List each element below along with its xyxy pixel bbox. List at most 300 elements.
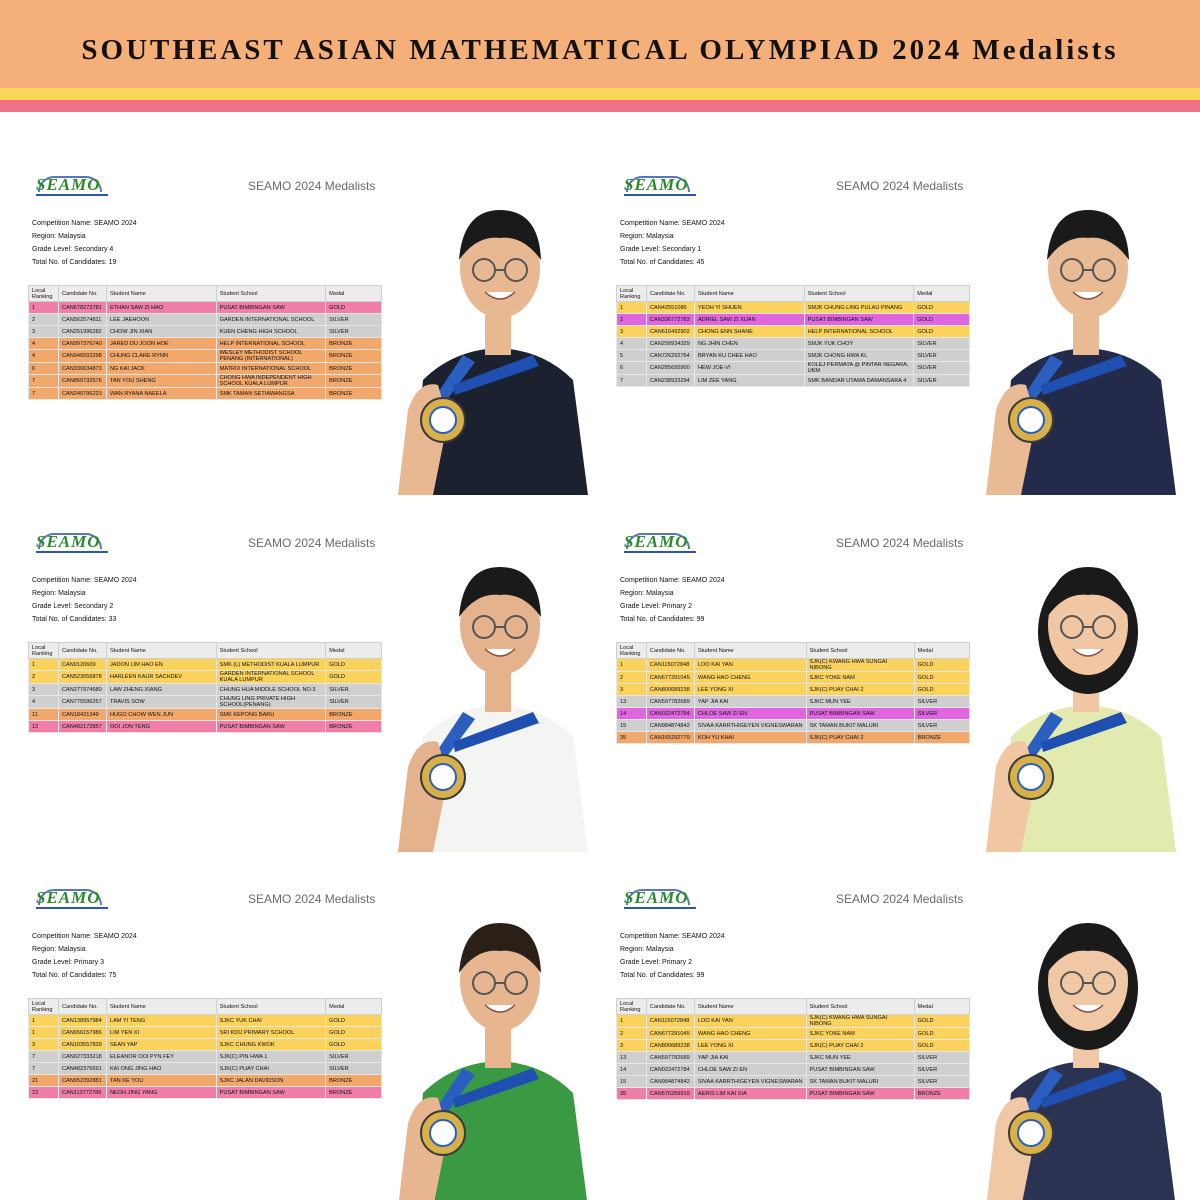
- detail-line: Grade Level: Secondary 4: [32, 246, 114, 253]
- table-cell: GOLD: [326, 1015, 382, 1027]
- logo-underline: [36, 194, 108, 196]
- table-cell: CAN165292779: [646, 732, 694, 744]
- medalist-panel: [28, 165, 603, 495]
- column-header: Local Ranking: [617, 999, 647, 1015]
- table-cell: CAN115072848: [646, 1015, 694, 1028]
- table-cell: CAN022472784: [646, 708, 694, 720]
- table-cell: 3: [617, 326, 647, 338]
- table-header: [29, 999, 382, 1015]
- panel-heading: SEAMO 2024 Medalists: [836, 892, 964, 906]
- column-header: Medal: [326, 643, 382, 659]
- table-cell: CHLOE SAW ZI EN: [694, 708, 806, 720]
- table-cell: BRONZE: [326, 1087, 382, 1099]
- table-cell: KUEN CHENG HIGH SCHOOL: [216, 326, 326, 338]
- table-row: [617, 362, 970, 375]
- table-cell: KAI ONG JING HAO: [106, 1063, 216, 1075]
- table-cell: CAN677291045: [646, 1028, 694, 1040]
- table-cell: WANG HAO CHENG: [694, 1028, 806, 1040]
- table-cell: CAN775596267: [58, 696, 106, 709]
- column-header: Medal: [914, 999, 969, 1015]
- table-cell: 15: [617, 1076, 647, 1088]
- column-header: Local Ranking: [29, 643, 59, 659]
- table-cell: NG JHIN CHEN: [694, 338, 804, 350]
- seamo-logo: [36, 175, 106, 201]
- medalist-photo: [981, 180, 1191, 495]
- column-header: Student School: [216, 286, 326, 302]
- column-header: Student Name: [694, 643, 806, 659]
- table-cell: LEE JAEHOON: [106, 314, 216, 326]
- table-cell: BRONZE: [326, 338, 382, 350]
- table-row: [29, 363, 382, 375]
- table-cell: JADON LIM HAO EN: [106, 659, 216, 671]
- detail-line: Competition Name: SEAMO 2024: [32, 933, 137, 940]
- student-illustration: [393, 537, 603, 852]
- table-cell: CAN984874842: [646, 1076, 694, 1088]
- table-cell: LAM YI TENG: [106, 1015, 216, 1027]
- table-row: [617, 375, 970, 387]
- table-row: [617, 338, 970, 350]
- table-cell: 2: [617, 672, 647, 684]
- table-cell: SILVER: [914, 1064, 969, 1076]
- detail-line: Total No. of Candidates: 99: [620, 616, 705, 623]
- table-cell: GOLD: [914, 1015, 969, 1028]
- table-cell: LOO KAI YAN: [694, 659, 806, 672]
- detail-line: Region: Malaysia: [620, 233, 674, 240]
- logo-underline: [624, 907, 696, 909]
- detail-line: Competition Name: SEAMO 2024: [620, 933, 725, 940]
- table-cell: SILVER: [326, 326, 382, 338]
- table-row: [29, 671, 382, 684]
- column-header: Medal: [914, 286, 970, 302]
- student-illustration: [393, 893, 603, 1200]
- table-cell: CAN330634873: [58, 363, 106, 375]
- table-cell: CAN42551086: [646, 302, 694, 314]
- neck: [485, 672, 511, 712]
- student-illustration: [393, 180, 603, 495]
- table-cell: YEOH YI SHUEN: [694, 302, 804, 314]
- table-cell: GOLD: [914, 659, 969, 672]
- table-cell: SJKC MUN YEE: [806, 696, 914, 708]
- table-cell: CAN251996282: [58, 326, 106, 338]
- seamo-logo: [624, 175, 694, 201]
- table-cell: SMK (L) METHODIST KUALA LUMPUR: [216, 659, 326, 671]
- column-header: Candidate No.: [646, 999, 694, 1015]
- table-row: [617, 1076, 970, 1088]
- table-cell: CHOW JIN XIAN: [106, 326, 216, 338]
- table-cell: CAN597782689: [646, 1052, 694, 1064]
- table-row: [29, 302, 382, 314]
- medal-center: [1018, 1120, 1044, 1146]
- table-cell: HELP INTERNATIONAL SCHOOL: [216, 338, 326, 350]
- table-row: [29, 1087, 382, 1099]
- table-cell: SILVER: [914, 720, 969, 732]
- column-header: Student School: [804, 286, 914, 302]
- table-cell: NG KAI JACK: [106, 363, 216, 375]
- table-cell: 12: [29, 721, 59, 733]
- table-cell: SJK(C) PIN HWA 1: [216, 1051, 325, 1063]
- table-cell: 5: [617, 350, 647, 362]
- table-cell: CHUNG CLARE RYNN: [106, 350, 216, 363]
- table-cell: PUSAT BIMBINGAN SAW: [806, 1064, 914, 1076]
- table-cell: GOLD: [326, 1027, 382, 1039]
- panel-heading: SEAMO 2024 Medalists: [248, 536, 376, 550]
- table-cell: GOLD: [914, 672, 969, 684]
- seamo-logo: [36, 888, 106, 914]
- table-cell: SK TAMAN BUKIT MALURI: [806, 1076, 914, 1088]
- table-cell: CAN482376691: [58, 1063, 106, 1075]
- detail-line: Grade Level: Secondary 1: [620, 246, 702, 253]
- column-header: Medal: [326, 999, 382, 1015]
- table-cell: 7: [617, 375, 647, 387]
- table-cell: CAN997376740: [58, 338, 106, 350]
- table-row: [617, 1040, 970, 1052]
- table-cell: 4: [617, 338, 647, 350]
- logo-underline: [624, 551, 696, 553]
- column-header: Local Ranking: [29, 286, 59, 302]
- detail-line: Competition Name: SEAMO 2024: [620, 577, 725, 584]
- table-cell: BRONZE: [326, 388, 382, 400]
- table-cell: SJK(C) PUAY CHAI 2: [806, 732, 914, 744]
- detail-line: Competition Name: SEAMO 2024: [32, 220, 137, 227]
- table-row: [29, 1075, 382, 1087]
- table-row: [617, 708, 970, 720]
- table-cell: 4: [29, 350, 59, 363]
- table-row: [29, 326, 382, 338]
- table-cell: BRONZE: [326, 721, 382, 733]
- table-cell: CAN18431349: [58, 709, 106, 721]
- neck: [485, 1028, 511, 1068]
- table-cell: 1: [29, 1015, 59, 1027]
- medalist-panel: [616, 522, 1191, 852]
- table-cell: BRONZE: [326, 709, 382, 721]
- table-cell: 1: [617, 302, 647, 314]
- table-row: [29, 696, 382, 709]
- medalist-photo: [981, 893, 1191, 1200]
- table-cell: SJKC JALAN DAVIDSON: [216, 1075, 325, 1087]
- medalist-panel: [616, 878, 1191, 1200]
- table-cell: GOLD: [326, 671, 382, 684]
- table-cell: 3: [29, 326, 59, 338]
- table-cell: 3: [617, 684, 647, 696]
- table-row: [29, 338, 382, 350]
- column-header: Medal: [326, 286, 382, 302]
- table-cell: SJK(C) PUAY CHAI 2: [806, 1040, 914, 1052]
- medalist-table: [616, 642, 970, 744]
- detail-line: Region: Malaysia: [32, 233, 86, 240]
- medalist-photo: [981, 537, 1191, 852]
- column-header: Student School: [806, 999, 914, 1015]
- table-cell: GOLD: [914, 1028, 969, 1040]
- table-row: [29, 1063, 382, 1075]
- column-header: Candidate No.: [646, 286, 694, 302]
- detail-line: Region: Malaysia: [32, 590, 86, 597]
- panel-heading: SEAMO 2024 Medalists: [248, 179, 376, 193]
- table-cell: GOLD: [326, 659, 382, 671]
- detail-line: Total No. of Candidates: 75: [32, 972, 117, 979]
- table-cell: LIM ZEE YANG: [694, 375, 804, 387]
- table-cell: GARDEN INTERNATIONAL SCHOOL: [216, 314, 326, 326]
- column-header: Candidate No.: [58, 643, 106, 659]
- table-cell: CAN285695900: [646, 362, 694, 375]
- table-cell: SJKC YOKE NAM: [806, 672, 914, 684]
- table-cell: CAN238933294: [646, 375, 694, 387]
- table-cell: 7: [29, 1063, 59, 1075]
- table-cell: CAN103557839: [58, 1039, 106, 1051]
- table-cell: CAN482172857: [58, 721, 106, 733]
- competition-details: [32, 217, 137, 269]
- table-row: [29, 388, 382, 400]
- table-cell: CAN726292764: [646, 350, 694, 362]
- table-cell: 6: [29, 363, 59, 375]
- table-cell: 21: [29, 1075, 59, 1087]
- table-row: [29, 1039, 382, 1051]
- table-row: [617, 1052, 970, 1064]
- logo-text: SEAMO: [36, 532, 101, 551]
- table-header: [29, 643, 382, 659]
- detail-line: Total No. of Candidates: 33: [32, 616, 117, 623]
- table-cell: 1: [29, 302, 59, 314]
- table-cell: 3: [29, 684, 59, 696]
- table-row: [617, 732, 970, 744]
- header-banner: [0, 0, 1200, 88]
- table-cell: CHUNG LING PRIVATE HIGH SCHOOL(PENANG): [216, 696, 326, 709]
- column-header: Local Ranking: [617, 643, 647, 659]
- column-header: Student School: [806, 643, 914, 659]
- yellow-stripe: [0, 88, 1200, 100]
- table-row: [29, 375, 382, 388]
- table-cell: 4: [29, 696, 59, 709]
- table-cell: YAP JIA KAI: [694, 1052, 806, 1064]
- table-cell: CAN800689238: [646, 1040, 694, 1052]
- detail-line: Total No. of Candidates: 99: [620, 972, 705, 979]
- table-cell: 14: [617, 708, 647, 720]
- table-row: [29, 709, 382, 721]
- detail-line: Grade Level: Secondary 2: [32, 603, 114, 610]
- table-cell: 3: [617, 1040, 647, 1052]
- table-cell: CAN656157986: [58, 1027, 106, 1039]
- table-cell: 2: [29, 314, 59, 326]
- detail-line: Grade Level: Primary 2: [620, 603, 692, 610]
- medalist-photo: [393, 180, 603, 495]
- table-cell: SEAN YAP: [106, 1039, 216, 1051]
- table-cell: SILVER: [914, 362, 970, 375]
- table-cell: SMK TAMAN SETIAWANGSA: [216, 388, 326, 400]
- medalist-table: [28, 285, 382, 400]
- table-cell: 35: [617, 732, 647, 744]
- table-cell: LIM YEN XI: [106, 1027, 216, 1039]
- table-cell: CAN860732576: [58, 375, 106, 388]
- table-cell: PUSAT BIMBINGAN SAW: [806, 1088, 914, 1100]
- table-cell: SMJK YUK CHOY: [804, 338, 914, 350]
- table-cell: CAN946592298: [58, 350, 106, 363]
- table-cell: BRONZE: [914, 732, 969, 744]
- table-cell: 1: [617, 659, 647, 672]
- table-cell: GOLD: [326, 1039, 382, 1051]
- table-row: [617, 302, 970, 314]
- table-cell: MATRIX INTERNATIONAL SCHOOL: [216, 363, 326, 375]
- table-cell: KOH YU KHAI: [694, 732, 806, 744]
- table-cell: LEE YONG XI: [694, 684, 806, 696]
- detail-line: Region: Malaysia: [620, 946, 674, 953]
- table-cell: GOLD: [914, 326, 970, 338]
- table-cell: CHONG ENN SHANE: [694, 326, 804, 338]
- competition-details: [32, 930, 137, 982]
- table-cell: 15: [617, 720, 647, 732]
- table-cell: SILVER: [326, 314, 382, 326]
- logo-text: SEAMO: [624, 175, 689, 194]
- table-cell: GOLD: [914, 1040, 969, 1052]
- neck: [1073, 315, 1099, 355]
- table-cell: 6: [617, 362, 647, 375]
- table-cell: SMK BANDAR UTAMA DAMANSARA 4: [804, 375, 914, 387]
- table-cell: SILVER: [326, 1063, 382, 1075]
- table-cell: 13: [617, 696, 647, 708]
- table-cell: 2: [617, 314, 647, 326]
- panel-heading: SEAMO 2024 Medalists: [248, 892, 376, 906]
- table-cell: HARLEEN KAUR SACHDEV: [106, 671, 216, 684]
- table-cell: 7: [29, 388, 59, 400]
- table-cell: OOI JON TENG: [106, 721, 216, 733]
- table-row: [617, 326, 970, 338]
- table-cell: CAN027333218: [58, 1051, 106, 1063]
- table-cell: 35: [617, 1088, 647, 1100]
- column-header: Student Name: [106, 643, 216, 659]
- table-row: [29, 684, 382, 696]
- table-cell: PUSAT BIMBINGAN SAW: [216, 302, 326, 314]
- logo-text: SEAMO: [624, 888, 689, 907]
- table-cell: CAN299934329: [646, 338, 694, 350]
- table-cell: JARED DU JOON HOE: [106, 338, 216, 350]
- competition-details: [32, 574, 137, 626]
- column-header: Local Ranking: [617, 286, 647, 302]
- table-cell: 22: [29, 1087, 59, 1099]
- logo-underline: [36, 907, 108, 909]
- table-row: [617, 1015, 970, 1028]
- table-cell: SJK(C) PUAY CHAI 2: [806, 684, 914, 696]
- student-illustration: [981, 180, 1191, 495]
- column-header: Candidate No.: [58, 999, 106, 1015]
- table-cell: HELP INTERNATIONAL SCHOOL: [804, 326, 914, 338]
- column-header: Student School: [216, 999, 325, 1015]
- table-cell: GOLD: [326, 302, 382, 314]
- table-cell: SJK(C) PUAY CHAI: [216, 1063, 325, 1075]
- table-cell: SMJK CHUNG LING PULAU PINANG: [804, 302, 914, 314]
- table-cell: BRONZE: [326, 350, 382, 363]
- medalist-table: [616, 285, 970, 387]
- competition-details: [620, 217, 725, 269]
- detail-line: Region: Malaysia: [620, 590, 674, 597]
- table-cell: SJKC YOKE NAM: [806, 1028, 914, 1040]
- table-row: [617, 314, 970, 326]
- table-cell: CAN240796223: [58, 388, 106, 400]
- table-cell: 1: [617, 1015, 647, 1028]
- table-cell: BRONZE: [914, 1088, 969, 1100]
- table-cell: SJKC MUN YEE: [806, 1052, 914, 1064]
- table-cell: ADRIEL SAW ZI XUAN: [694, 314, 804, 326]
- table-cell: 1: [29, 659, 59, 671]
- logo-text: SEAMO: [36, 888, 101, 907]
- table-cell: CHUNG HUA MIDDLE SCHOOL NO.3: [216, 684, 326, 696]
- table-cell: GOLD: [914, 302, 970, 314]
- table-cell: SILVER: [914, 375, 970, 387]
- medalist-panel: [28, 522, 603, 852]
- seamo-logo: [624, 888, 694, 914]
- table-cell: ETHAN SAW ZI HAO: [106, 302, 216, 314]
- table-cell: SMJK CHONG HWA KL: [804, 350, 914, 362]
- table-cell: CAN562574811: [58, 314, 106, 326]
- table-header: [29, 286, 382, 302]
- table-cell: 14: [617, 1064, 647, 1076]
- competition-details: [620, 574, 725, 626]
- medalist-table: [616, 998, 970, 1100]
- detail-line: Total No. of Candidates: 19: [32, 259, 117, 266]
- banner-title: SOUTHEAST ASIAN MATHEMATICAL OLYMPIAD 2024 Medalists: [81, 34, 1119, 66]
- logo-underline: [36, 551, 108, 553]
- table-cell: 7: [29, 375, 59, 388]
- detail-line: Region: Malaysia: [32, 946, 86, 953]
- table-row: [617, 1088, 970, 1100]
- table-row: [29, 350, 382, 363]
- table-cell: WANG HAO CHENG: [694, 672, 806, 684]
- table-cell: SILVER: [914, 350, 970, 362]
- table-cell: WESLEY METHODIST SCHOOL PENANG (INTERNATIONAL): [216, 350, 326, 363]
- detail-line: Total No. of Candidates: 45: [620, 259, 705, 266]
- medalist-panel: [616, 165, 1191, 495]
- table-cell: BRONZE: [326, 375, 382, 388]
- table-row: [29, 1015, 382, 1027]
- table-cell: GOLD: [914, 314, 970, 326]
- table-cell: SIVAA KARRTHIGEYEN VIGNESWARAN: [694, 720, 806, 732]
- table-header: [617, 286, 970, 302]
- table-cell: CAN597782689: [646, 696, 694, 708]
- table-cell: CAN022472784: [646, 1064, 694, 1076]
- table-cell: CHONG HWA INDEPENDENT HIGH SCHOOL KUALA LUMPUR: [216, 375, 326, 388]
- table-cell: 2: [617, 1028, 647, 1040]
- logo-underline: [624, 194, 696, 196]
- table-cell: GARDEN INTERNATIONAL SCHOOL KUALA LUMPUR: [216, 671, 326, 684]
- table-cell: CAN952392881: [58, 1075, 106, 1087]
- column-header: Student Name: [106, 999, 216, 1015]
- table-cell: PUSAT BIMBINGAN SAW: [216, 721, 326, 733]
- table-cell: 11: [29, 709, 59, 721]
- table-cell: CAN523056878: [58, 671, 106, 684]
- table-cell: LOO KAI YAN: [694, 1015, 806, 1028]
- medalist-table: [28, 642, 382, 733]
- table-cell: LEE YONG XI: [694, 1040, 806, 1052]
- pink-stripe: [0, 100, 1200, 112]
- medalist-photo: [393, 537, 603, 852]
- table-row: [29, 659, 382, 671]
- medal-center: [1018, 407, 1044, 433]
- seamo-logo: [36, 532, 106, 558]
- table-cell: 7: [29, 1051, 59, 1063]
- medalist-photo: [393, 893, 603, 1200]
- table-cell: AERIS LIM KAI XIA: [694, 1088, 806, 1100]
- table-cell: CAN576289919: [646, 1088, 694, 1100]
- table-row: [617, 672, 970, 684]
- table-row: [617, 696, 970, 708]
- table-cell: PUSAT BIMBINGAN SAW: [216, 1087, 325, 1099]
- table-cell: SJK(C) KWANG HWA SUNGAI NIBONG: [806, 1015, 914, 1028]
- table-cell: SILVER: [914, 708, 969, 720]
- table-cell: BRYAN KU CHEE HAO: [694, 350, 804, 362]
- table-row: [617, 1064, 970, 1076]
- table-row: [617, 350, 970, 362]
- medal-center: [430, 1120, 456, 1146]
- column-header: Student Name: [106, 286, 216, 302]
- table-cell: SILVER: [326, 684, 382, 696]
- detail-line: Competition Name: SEAMO 2024: [620, 220, 725, 227]
